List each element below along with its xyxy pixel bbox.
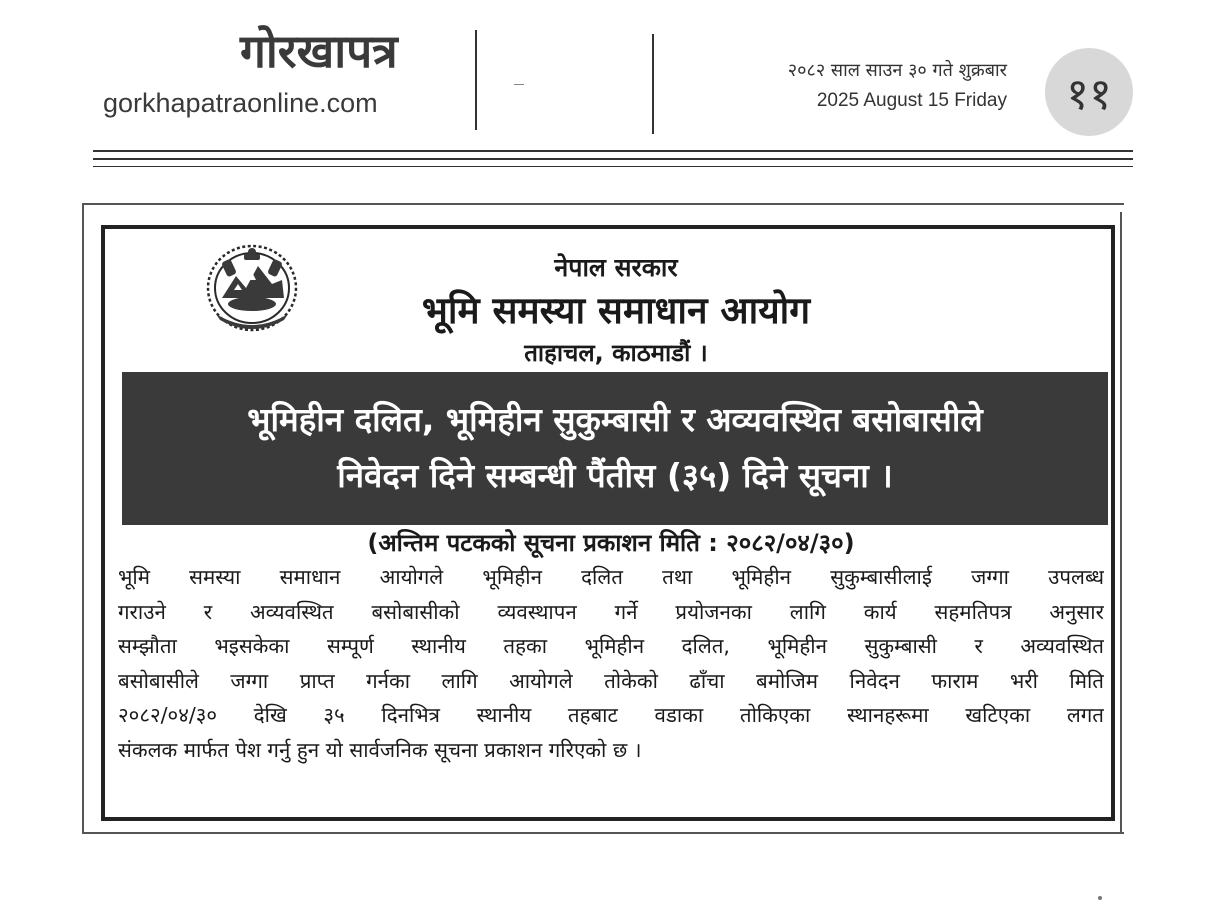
government-name: नेपाल सरकार (554, 253, 678, 282)
headline-line-1: भूमिहीन दलित, भूमिहीन सुकुम्बासी र अव्यवस्थित बसोबासीले (247, 400, 983, 439)
page-number-badge (1045, 48, 1133, 136)
body-line-3: सम्झौता भइसकेका सम्पूर्ण स्थानीय तहका भूमिहीन दलित, भूमिहीन सुकुम्बासी र अव्यवस्थित (118, 634, 1104, 658)
masthead-rule-1 (93, 150, 1133, 152)
newspaper-title: गोरखापत्र (240, 24, 398, 78)
body-line-2: गराउने र अव्यवस्थित बसोबासीको व्यवस्थापन गर्ने प्रयोजनका लागि कार्य सहमतिपत्र अनुसार (118, 599, 1104, 624)
commission-address: ताहाचल, काठमाडौं । (524, 339, 708, 367)
body-line-6: संकलक मार्फत पेश गर्नु हुन यो सार्वजनिक सूचना प्रकाशन गरिएको छ । (118, 737, 642, 762)
masthead-divider-right (652, 34, 654, 134)
masthead-rule-3 (93, 166, 1133, 167)
newspaper-url: gorkhapatraonline.com (103, 88, 378, 118)
scan-speck (1098, 896, 1102, 900)
masthead-divider-left (475, 30, 477, 130)
masthead-rule-2 (93, 158, 1133, 160)
page-number: ११ (1066, 69, 1112, 120)
body-line-5: २०८२/०४/३० देखि ३५ दिनभित्र स्थानीय तहबाट वडाका तोकिएका स्थानहरूमा खटिएका लगत (118, 703, 1104, 727)
notice-headline-box (122, 372, 1108, 525)
publication-date: (अन्तिम पटकको सूचना प्रकाशन मिति : २०८२/०४/३०) (367, 529, 855, 557)
date-nepali: २०८२ साल साउन ३० गते शुक्रबार (787, 60, 1007, 81)
headline-line-2: निवेदन दिने सम्बन्धी पैंतीस (३५) दिने सूचना । (337, 456, 893, 495)
body-line-4: बसोबासीले जग्गा प्राप्त गर्नका लागि आयोगले तोकेको ढाँचा बमोजिम निवेदन फाराम भरी मिति (118, 668, 1104, 693)
notice-body (118, 560, 1104, 767)
date-english: 2025 August 15 Friday (816, 90, 1007, 111)
commission-name: भूमि समस्या समाधान आयोग (421, 289, 811, 332)
body-line-1: भूमि समस्या समाधान आयोगले भूमिहीन दलित तथा भूमिहीन सुकुम्बासीलाई जग्गा उपलब्ध (118, 565, 1104, 589)
masthead-tick-mark (514, 84, 524, 85)
